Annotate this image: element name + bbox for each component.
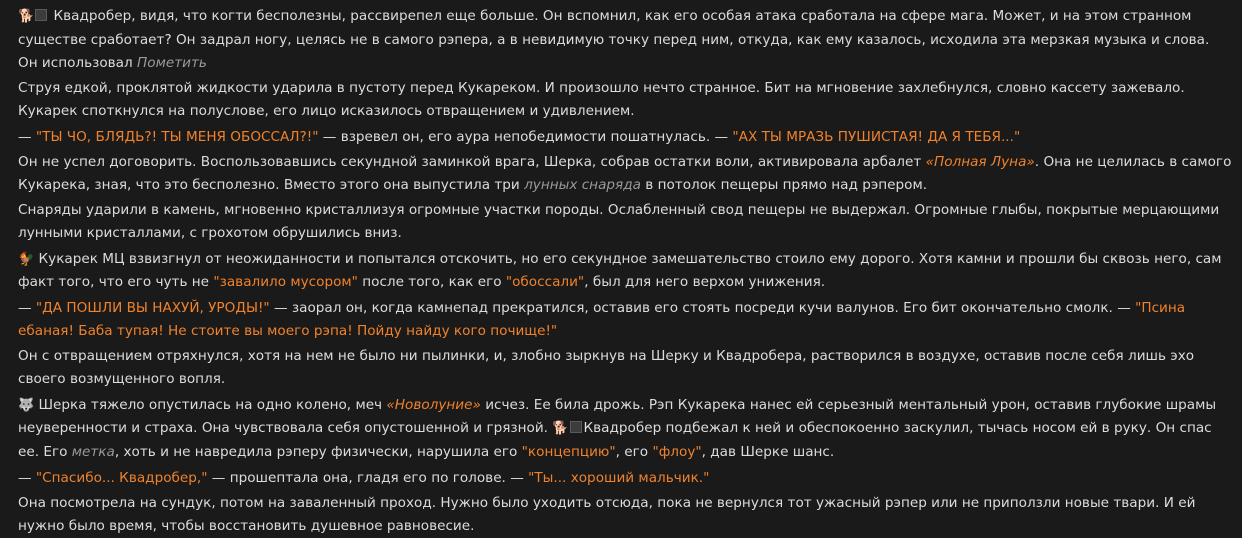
narrative-text: Квадробер подбежал к ней и обеспокоенно заскулил, тычась носом ей в руку. Он спас ее. Его — [18, 420, 1212, 461]
narrative-text: Квадробер, видя, что когти бесполезны, рассвирепел еще больше. Он вспомнил, как его особая атака сработала на сфере мага. Может, и на этом странном существе сработает? Он задрал ногу, целясь не в самого рэпера, а в невидимую точку перед ним, откуда, как ему казалось, исходила эта мерзкая музыка и слова. Он использовал — [18, 8, 1210, 71]
speech-quote: "АХ ТЫ МРАЗЬ ПУШИСТАЯ! ДА Я ТЕБЯ..." — [732, 128, 1021, 145]
narrative-text: — — [18, 469, 36, 486]
narrative-text: , был для него верхом унижения. — [584, 274, 826, 291]
dialogue-paragraph — [18, 467, 1232, 490]
weapon-name: «Новолуние» — [386, 396, 481, 413]
narrative-paragraph — [18, 492, 1232, 538]
speech-quote: "ТЫ ЧО, БЛЯДЬ?! ТЫ МЕНЯ ОБОССАЛ?!" — [35, 128, 319, 145]
narrative-text: Снаряды ударили в камень, мгновенно кристаллизуя огромные участки породы. Ослабленный свод пещеры не выдержал. Огромные глыбы, покрытые мерцающими лунными кристаллами, с грохотом обрушились вниз. — [18, 202, 1220, 242]
narrative-text: исчез. Ее била дрожь. Рэп Кукарека нанес ей серьезный ментальный урон, оставив глубокие шрамы неуверенности и страха. Она чувствовала себя опустошенной и грязной. — [18, 396, 1217, 437]
missing-glyph-icon — [35, 9, 47, 21]
dog-icon: 🐕 — [552, 421, 569, 437]
narrative-text: — — [18, 128, 36, 145]
narrative-text: . Она не целилась в самого Кукарека, зная, что это бесполезно. Вместо этого она выпустила три — [18, 153, 1232, 193]
narrative-text: Кукарек МЦ взвизгнул от неожиданности и попытался отскочить, но его секундное замешательство стоило ему дорого. Хотя камни и прошли бы сквозь него, сам факт того, что его чуть не — [18, 250, 1222, 291]
narrative-text: — заорал он, когда камнепад прекратился, оставив его стоять посреди кучи валунов. Его бит окончательно смолк. — — [269, 299, 1136, 316]
speech-quote: "Спасибо... Квадробер," — [35, 469, 208, 486]
ability-name: лунных снаряда — [524, 176, 641, 193]
narrative-text: в потолок пещеры прямо над рэпером. — [640, 176, 928, 193]
dialogue-paragraph — [18, 297, 1232, 343]
narrative-text: — взревел он, его аура непобедимости пошатнулась. — — [318, 128, 733, 145]
narrative-text: Струя едкой, проклятой жидкости ударила в пустоту перед Кукареком. И произошло нечто странное. Бит на мгновение захлебнулся, словно кассету зажевало. Кукарек споткнулся на полуслове, его лицо исказилось отвращением и удивлением. — [18, 80, 1185, 120]
speech-quote: "флоу" — [652, 444, 702, 461]
speech-quote: "Псина ебаная! Баба тупая! Не стоите вы моего рэпа! Пойду найду кого почище!" — [18, 299, 1186, 339]
missing-glyph-icon — [570, 421, 582, 433]
dog-icon: 🐕 — [18, 9, 35, 24]
speech-quote: "концепцию" — [521, 444, 616, 461]
speech-quote: "завалило мусором" — [213, 274, 358, 291]
speech-quote: "обоссали" — [505, 274, 585, 291]
dialogue-paragraph — [18, 126, 1232, 149]
narrative-text: — — [18, 299, 36, 316]
narrative-paragraph — [18, 199, 1232, 245]
narrative-text: Она посмотрела на сундук, потом на заваленный проход. Нужно было уходить отсюда, пока не вернулся тот ужасный рэпер или не приползли новые твари. И ей нужно было время, чтобы восстановить душевное равновесие. — [18, 495, 1196, 535]
narrative-text: Он с отвращением отряхнулся, хотя на нем не было ни пылинки, и, злобно зыркнув на Шерку и Квадробера, растворился в воздухе, оставив после себя лишь эхо своего возмущенного вопля. — [18, 348, 1195, 388]
narrative-paragraph — [18, 5, 1232, 75]
ability-name: метка — [71, 444, 115, 461]
narrative-paragraph — [18, 248, 1232, 295]
narrative-text: , его — [615, 444, 653, 461]
weapon-name: «Полная Луна» — [925, 153, 1035, 170]
rooster-icon: 🐓 — [18, 251, 35, 267]
narrative-paragraph — [18, 77, 1232, 123]
action-name: Пометить — [137, 54, 207, 71]
narrative-paragraph — [18, 151, 1232, 197]
wolf-icon: 🐺 — [18, 397, 35, 413]
narrative-text: — прошептала она, гладя его по голове. — — [207, 469, 529, 486]
narrative-text: Он не успел договорить. Воспользовавшись секундной заминкой врага, Шерка, собрав остатки воли, активировала арбалет — [18, 153, 926, 170]
narrative-text: , дав Шерке шанс. — [701, 444, 835, 461]
speech-quote: "Ты... хороший мальчик." — [528, 469, 710, 486]
narrative-text: , хоть и не навредила рэперу физически, нарушила его — [114, 444, 522, 461]
narrative-paragraph — [18, 345, 1232, 391]
narrative-text: Шерка тяжело опустилась на одно колено, меч — [34, 396, 387, 413]
narrative-text: после того, как его — [357, 274, 506, 291]
speech-quote: "ДА ПОШЛИ ВЫ НАХУЙ, УРОДЫ!" — [35, 299, 270, 316]
narrative-paragraph — [18, 394, 1232, 465]
